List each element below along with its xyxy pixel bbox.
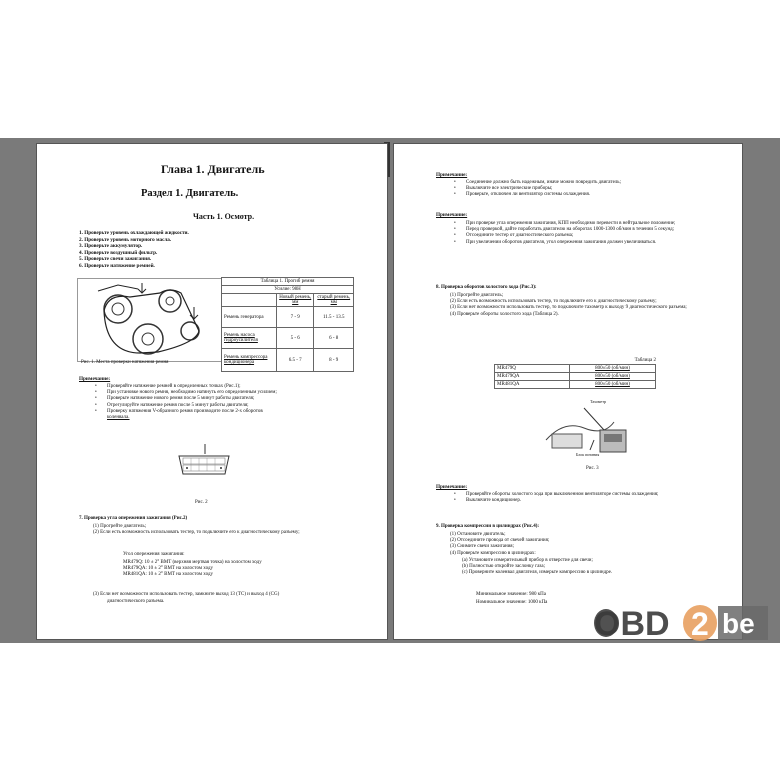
table-cell: 800±50 (об/мин) [570,365,656,373]
table-cell: 6.5 - 7 [277,349,314,372]
section-9-substeps [462,558,612,577]
note-heading: Примечание: [436,484,468,490]
list-item: • Проверяйте обороты холостого хода при выключенном вентиляторе системы охлаждения; [466,492,706,498]
table-1-col-old: старый ремень, мм [314,294,354,307]
figure-1-caption: Рис. 1. Места проверки натяжения ремня [81,360,169,365]
list-item: • При увеличении оборотов двигателя, угол опережения зажигания должен увеличиваться. [466,240,724,246]
tachometer-label: Тахометр [590,399,606,404]
list-item: MR479QA: 10 ± 2° BMT на холостом ходу [123,566,214,572]
table-cell: 800±50 (об/мин) [570,381,656,389]
list-item: • При проверке угла опережения зажигания, КПП необходимо перевести в нейтральное положение; [466,221,724,227]
checklist [79,230,189,270]
list-item: (3) Снимите свечи зажигания; [450,544,514,550]
logo-text-be: be [722,608,755,639]
list-item: • Отсоедините тестер от диагностического разъема; [466,233,724,239]
list-item: • Проверьте, отключен ли вентилятор системы охлаждения. [466,192,716,198]
list-item: • При установке нового ремня, необходимо натянуть его определенным усилием; [107,390,369,396]
table-row: Ремень компрессора кондиционера [222,349,277,372]
idle-speed-table [494,358,656,389]
list-item: • Проверяйте натяжение ремней в определенных точках (Рис.1); [107,384,369,390]
list-item: (1) Прогрейте двигатель; [93,524,147,529]
list-item: • Соединение должно быть надежным, иначе можно повредить двигатель; [466,180,716,186]
nominal-compression-value: Номинальное значение: 1000 кПа [476,600,548,605]
ignition-angle-list [123,560,262,579]
note-heading: Примечание: [436,172,468,178]
section-9-title: 9. Проверка компрессии в цилиндрах (Рис.4): [436,524,540,529]
note-list [466,180,716,199]
figure-2-caption: Рис. 2 [195,500,208,505]
checklist-item: 4. Проверьте воздушный фильтр. [79,249,158,256]
list-item: (4) Проверьте компрессию в цилиндрах: [450,550,536,556]
section-9-steps [450,532,549,557]
list-item: • Проверьте натяжение нового ремня после 5 минут работы двигателя; [107,396,369,402]
list-item: • Выключите все электрические приборы; [466,186,716,192]
table-cell: MR481QA [495,381,570,389]
logo-text-digit: 2 [691,606,709,642]
list-item: (1) Остановите двигатель; [450,532,506,537]
table-cell: MR479QA [495,373,570,381]
section-7-step-3: (3) Если нет возможности использовать тестер, замкните выход 13 (ТС) и выход 4 (CG) [93,592,280,597]
section-7-steps [93,524,363,536]
figure-3-caption: Рис. 3 [586,466,599,471]
table-1-title: Таблица 1. Прогиб ремня [222,278,354,286]
min-compression-value: Минимальное значение: 980 кПа [476,592,546,597]
tachometer-figure [544,400,632,458]
section-8-title: 8. Проверка оборотов холостого хода (Рис.3): [436,285,537,290]
checklist-item: 5. Проверьте свечи зажигания. [79,256,152,263]
list-item: MR481QA: 10 ± 2° BMT на холостом ходу [123,572,214,578]
section-7-step-3-cont: диагностического разъема. [107,599,165,604]
list-item: • Выключите кондиционер. [466,498,706,504]
belt-diagram-image [78,279,221,361]
checklist-item: 2. Проверьте уровень моторного масла. [79,236,172,243]
section-7-title: 7. Проверка угла опережения зажигания (Рис.2) [79,516,188,521]
table-row [495,365,656,373]
list-item: (b) Полностью откройте заслонку газа; [462,564,546,570]
table-cell: 11.5 - 13.5 [314,307,354,328]
left-page [36,143,388,640]
obd2be-logo-image [592,602,770,644]
table-cell: 5 - 6 [277,328,314,349]
obd2be-watermark-logo [592,602,770,644]
note-heading: Примечание: [436,212,468,218]
note-heading: Примечание: [79,376,111,382]
diagnostic-connector-image [173,444,235,486]
chapter-title: Глава 1. Двигатель [161,162,265,176]
belt-figure [77,278,222,362]
list-item: • Проверку натяжения V-образного ремня производите после 2-х оборотов [107,409,369,415]
checklist-item: 6. Проверьте натяжение ремней. [79,262,155,269]
list-item-continuation: коленвала. [107,415,130,421]
table-cell: 8 - 9 [314,349,354,372]
table-row [495,381,656,389]
list-item: (2) Если есть возможность использовать тестер, то подключите его к диагностическому разъему; [450,299,657,305]
logo-text-obd: OBD [594,605,670,643]
table-row [495,373,656,381]
section-8-steps [450,293,718,318]
list-item: (3) Если нет возможности использовать тестер, то подключите тахометр к выходу 9 диагностического разъема; [450,305,687,311]
note-list [466,492,706,504]
part-title: Часть 1. Осмотр. [193,212,255,221]
table-cell: 800±50 (об/мин) [570,373,656,381]
belt-deflection-table [221,277,354,372]
table-cell: 6 - 8 [314,328,354,349]
table-cell: 7 - 9 [277,307,314,328]
checklist-item: 1. Проверьте уровень охлаждающей жидкости. [79,230,189,236]
note-list [107,384,369,421]
list-item: (2) Если есть возможность использовать тестер, то подключите его к диагностическому разъему; [93,530,300,536]
list-item: • Перед проверкой, дайте поработать двигателю на оборотах 1000-1300 об/мин в течении 5 секунд; [466,227,724,233]
table-1-force: Усилие: 98Н [222,286,354,294]
list-item: (1) Прогрейте двигатель; [450,293,504,298]
power-block-label: Блок питания [576,452,600,457]
table-row: Ремень насоса гидроусилителя [222,328,277,349]
list-item: (2) Отсоедините провода от свечей зажигания; [450,538,550,544]
list-item: (a) Установите измерительный прибор в отверстие для свечи; [462,558,593,563]
table-1-col-new: Новый ремень, мм [277,294,314,307]
diagnostic-connector-figure [173,444,235,486]
list-item: • Отрегулируйте натяжение ремня после 5 минут работы двигателя; [107,403,369,409]
checklist-item: 3. Проверьте аккумулятор. [79,243,143,250]
list-item: MR479Q: 10 ± 2° BMT (верхняя мертвая точка) на холостом ходу [123,560,262,565]
table-row: Ремень генератора [222,307,277,328]
table-2-title: Таблица 2 [634,358,656,363]
table-cell: MR479Q [495,365,570,373]
ignition-angle-heading: Угол опережения зажигания: [123,552,185,557]
right-page [393,143,743,640]
list-item: (4) Проверьте обороты холостого хода (Таблица 2). [450,311,559,317]
note-list [466,221,724,246]
section-title: Раздел 1. Двигатель. [141,188,239,199]
list-item: (c) Проверните коленвал двигателя, измерьте компрессию в цилиндре. [462,570,613,576]
tachometer-connection-image [544,400,632,458]
